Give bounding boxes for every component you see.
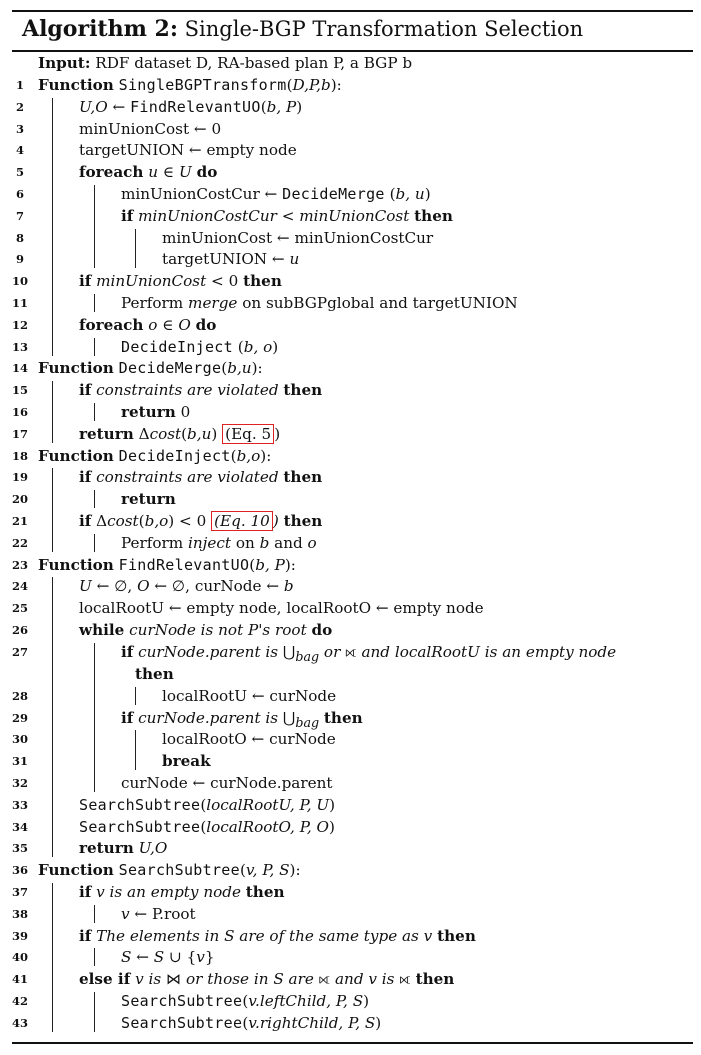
line-text: else if v is ⋈ or those in S are ⟖ and v is ⟖ then [79, 970, 455, 989]
block-guide-line [94, 534, 95, 552]
input-label: Input: [38, 54, 91, 72]
bottom-rule [12, 1042, 693, 1044]
block-guide-line [52, 577, 53, 857]
block-guide-line [94, 905, 95, 923]
block-guide-line [135, 687, 136, 705]
line-number: 34 [12, 819, 29, 834]
line-number: 2 [15, 99, 24, 114]
line-number: 5 [15, 165, 24, 180]
line-number: 22 [12, 535, 29, 550]
line-text: Function DecideInject(b,o): [38, 446, 272, 465]
line-number: 1 [15, 78, 24, 92]
line-number: 6 [15, 187, 24, 201]
line-number: 20 [12, 492, 29, 507]
line-text: while curNode is not P's root do [79, 621, 333, 639]
line-text: localRootO ← curNode [162, 730, 336, 749]
line-number: 39 [12, 928, 29, 943]
line-number: 19 [12, 470, 29, 485]
line-text: return 0 [121, 403, 191, 421]
line-number: 8 [15, 230, 24, 245]
line-number: 35 [12, 841, 29, 856]
line-text: if minUnionCost < 0 then [79, 272, 282, 291]
line-number: 25 [12, 601, 29, 616]
line-number: 36 [12, 863, 29, 878]
line-text: curNode ← curNode.parent [121, 774, 333, 792]
line-number: 21 [12, 514, 29, 528]
block-guide-line [94, 403, 95, 421]
line-text: U ← ∅, O ← ∅, curNode ← b [79, 577, 294, 596]
line-number: 28 [12, 688, 29, 703]
line-number: 16 [12, 405, 29, 419]
line-text: if constraints are violated then [79, 468, 323, 487]
line-text: Perform merge on subBGPglobal and targetUNION [121, 294, 518, 312]
line-text: if The elements in S are of the same type as v then [79, 926, 476, 945]
algorithm-title [22, 16, 583, 42]
line-text: v ← P.root [121, 904, 196, 923]
line-text: if curNode.parent is $⋃_{bag}$ or ⟖ and localRootU is an empty node [121, 642, 617, 664]
line-text: S ← S ∪ {v} [121, 948, 215, 967]
line-text: Perform inject on b and o [121, 533, 317, 552]
line-text: Function SearchSubtree(v, P, S): [38, 861, 301, 880]
line-number: 27 [12, 644, 29, 659]
input-text: RDF dataset D, RA-based plan P, a BGP b [95, 54, 413, 72]
line-number: 3 [15, 121, 24, 136]
line-number: 42 [12, 994, 29, 1008]
line-text: Function FindRelevantUO(b, P): [38, 555, 296, 574]
line-number: 13 [12, 339, 29, 354]
block-guide-line [94, 948, 95, 966]
line-number: 15 [12, 383, 29, 398]
line-text: foreach o ∈ O do [79, 315, 217, 334]
block-guide-line [94, 338, 95, 356]
block-guide-line [94, 992, 95, 1032]
line-number: 38 [12, 906, 29, 921]
line-text: SearchSubtree(v.rightChild, P, S) [121, 1013, 382, 1032]
block-guide-line [135, 730, 136, 770]
line-27-continuation: then [135, 665, 174, 683]
line-text: minUnionCost ← minUnionCostCur [162, 228, 434, 247]
line-text: if curNode.parent is $⋃_{bag}$ then [121, 708, 363, 730]
line-text: return U,O [79, 839, 168, 858]
line-number: 24 [12, 579, 29, 594]
top-rule [12, 10, 693, 12]
line-text: localRootU ← curNode [162, 686, 337, 705]
block-guide-line [52, 98, 53, 356]
line-number: 40 [12, 950, 29, 965]
line-number: 11 [12, 296, 29, 310]
line-number: 37 [12, 885, 29, 899]
line-text: SearchSubtree(v.leftChild, P, S) [121, 992, 370, 1010]
line-number: 17 [12, 426, 29, 441]
line-number: 32 [12, 776, 29, 790]
line-text: targetUNION ← u [162, 250, 300, 269]
algorithm-box [12, 10, 693, 1050]
line-text: if v is an empty node then [79, 883, 285, 901]
line-text: foreach u ∈ U do [79, 163, 218, 182]
line-number: 23 [12, 557, 29, 572]
block-guide-line [94, 643, 95, 792]
algorithm-name: Single-BGP Transformation Selection [184, 17, 584, 41]
line-text: Function SingleBGPTransform(D,P,b): [38, 76, 342, 94]
line-text: minUnionCost ← 0 [79, 119, 222, 138]
line-number: 30 [12, 732, 29, 747]
line-text: SearchSubtree(localRootU, P, U) [79, 795, 336, 814]
line-number: 9 [15, 252, 24, 267]
line-number: 14 [12, 361, 29, 376]
line-text: return [121, 490, 176, 509]
line-number: 10 [12, 274, 29, 289]
line-number: 26 [12, 623, 29, 637]
line-text: if minUnionCostCur < minUnionCost then [121, 206, 453, 225]
line-text: Function DecideMerge(b,u): [38, 359, 263, 378]
block-guide-line [94, 294, 95, 312]
block-guide-line [52, 883, 53, 1032]
line-text: SearchSubtree(localRootO, P, O) [79, 817, 335, 836]
line-number: 12 [12, 317, 29, 332]
block-guide-line [94, 185, 95, 268]
block-guide-line [135, 229, 136, 269]
line-text: U,O ← FindRelevantUO(b, P) [79, 97, 303, 116]
line-number: 43 [12, 1015, 29, 1030]
block-guide-line [52, 381, 53, 443]
line-text: return Δcost(b,u) (Eq. 5 ) [79, 424, 281, 443]
line-text: if constraints are violated then [79, 381, 323, 400]
line-number: 41 [12, 972, 29, 987]
block-guide-line [52, 468, 53, 551]
line-text: break [162, 752, 211, 771]
line-number: 18 [12, 448, 29, 463]
block-guide-line [94, 490, 95, 508]
line-number: 7 [15, 208, 24, 223]
line-text: if Δcost(b,o) < 0 (Eq. 10 ) then [79, 512, 323, 530]
line-text: DecideInject (b, o) [121, 337, 279, 356]
line-text: localRootU ← empty node, localRootO ← empty node [79, 599, 484, 618]
line-number: 4 [15, 143, 24, 158]
line-number: 29 [12, 710, 29, 725]
line-text: minUnionCostCur ← DecideMerge (b, u) [121, 185, 431, 203]
algorithm-label: Algorithm 2: [22, 16, 178, 42]
line-number: 33 [12, 797, 29, 812]
line-text: targetUNION ← empty node [79, 141, 297, 160]
line-number: 31 [12, 754, 29, 769]
